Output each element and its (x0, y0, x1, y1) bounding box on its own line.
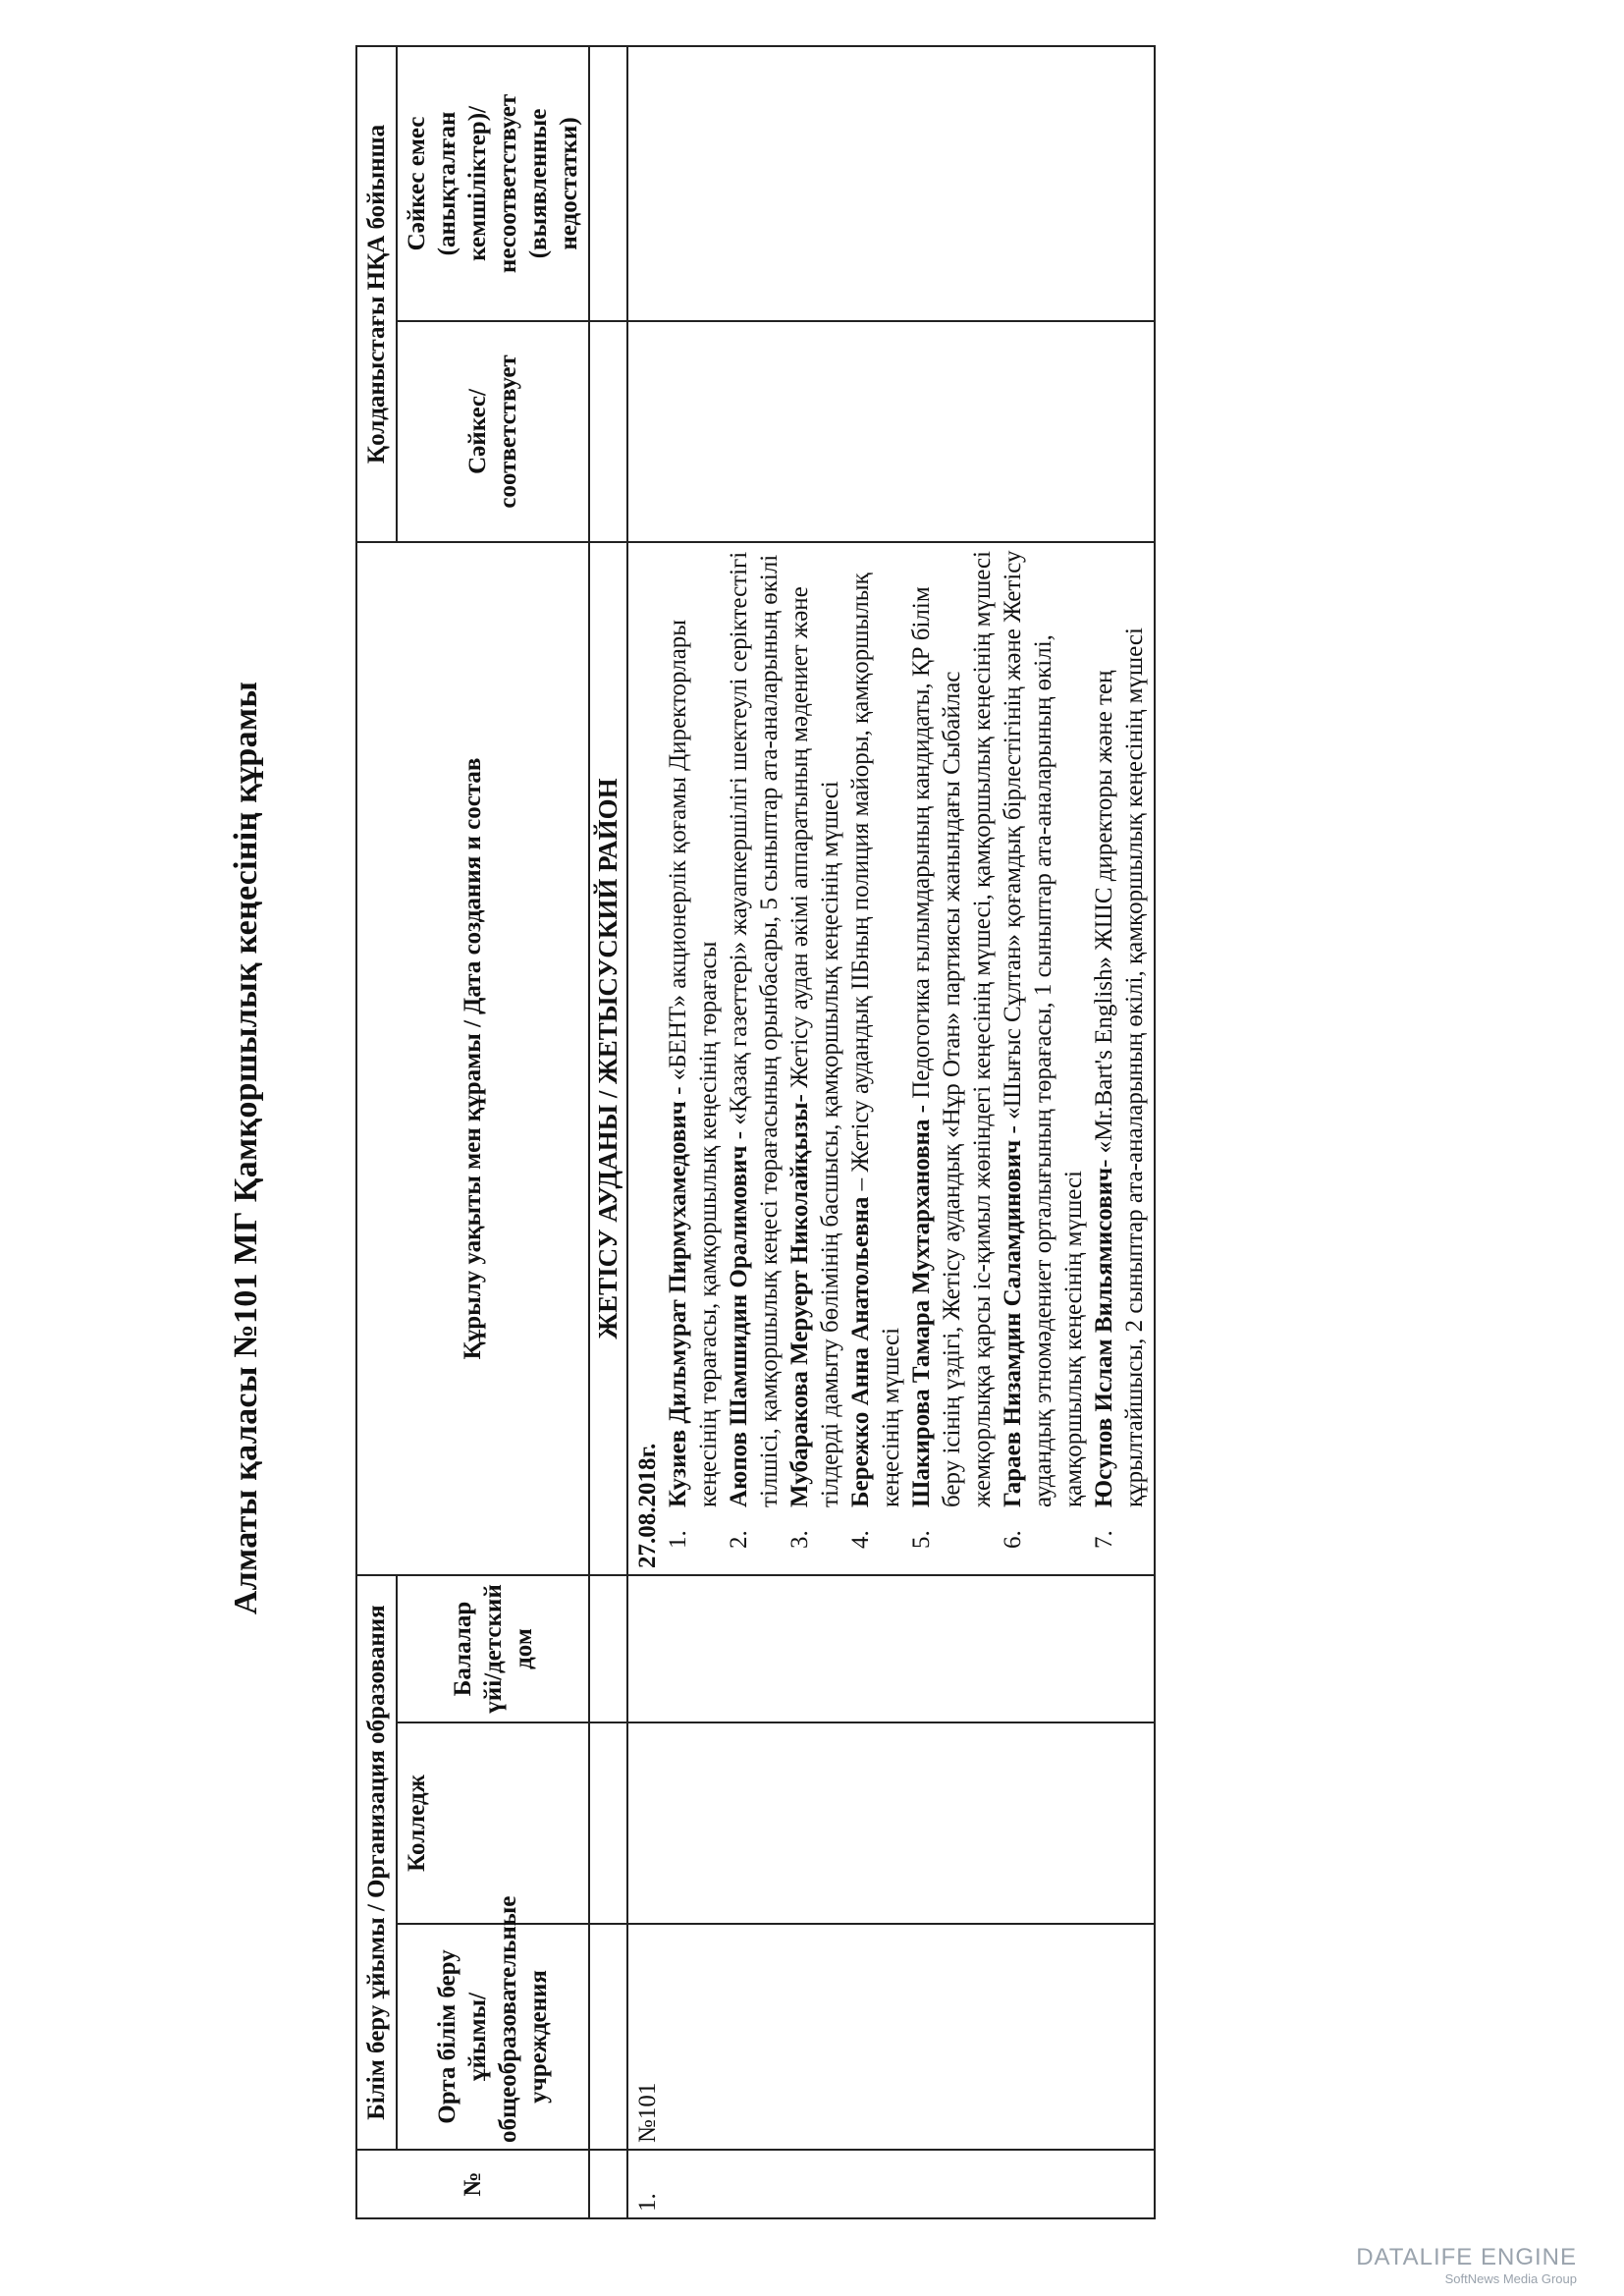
row-number: 1. (627, 2150, 1155, 2218)
member-index: 4. (847, 1530, 874, 1549)
member-index: 6. (1000, 1530, 1026, 1549)
header-composition: Құрылу уақыты мен құрамы / Дата создания и состав (356, 542, 589, 1575)
header-noncompliant: Сәйкес емес (анықталған кемшіліктер)/несоответствует (выявленные недостатки) (397, 46, 589, 321)
watermark (1356, 2244, 1577, 2286)
creation-date: 27.08.2018г. (634, 1443, 661, 1568)
member-role: - Жетісу аудан әкімі аппаратының мәдениет және тілдерді дамыту бөлімінің басшысы, қамқоршылық кеңесінің мүшесі (786, 586, 843, 1507)
member-index: 3. (786, 1530, 813, 1549)
district-name: ЖЕТІСУ АУДАНЫ / ЖЕТЫСУСКИЙ РАЙОН (589, 542, 627, 1575)
member-name: Мубаракова Меруерт Николайқызы (786, 1102, 813, 1507)
noncompliant-cell (627, 46, 1155, 321)
orphanage-cell (627, 1575, 1155, 1722)
member-name: Бережко Анна Анатольевна (847, 1196, 874, 1507)
list-item (785, 549, 845, 1568)
list-item (906, 549, 998, 1568)
header-row-1 (356, 46, 397, 2218)
member-role: – Жетісу аудандық ІІБның полиция майоры, қамқоршылық кеңесінің мүшесі (847, 573, 904, 1507)
header-org-group: Білім беру ұйымы / Организация образования (356, 1575, 397, 2150)
header-npa-group: Қолданыстағы НҚА бойынша (356, 46, 397, 542)
member-name: Юсупов Ислам Вильямисович (1091, 1167, 1117, 1507)
list-item (663, 549, 724, 1568)
list-item (998, 549, 1089, 1568)
list-item (845, 549, 906, 1568)
list-item (724, 549, 785, 1568)
list-item (1089, 549, 1150, 1568)
header-num: № (356, 2150, 589, 2218)
header-school: Орта білім беру ұйымы/общеобразовательные учреждения (397, 1924, 589, 2150)
member-role: - «Қазақ газеттері» жауапкершілігі шектеулі серіктестігі тілшісі, қамқоршылық кеңесі төрағасының орынбасары, 5 сыныптар ата-аналарының өкілі (726, 551, 783, 1507)
member-role: - «Mr.Bart's English» ЖШС директоры және тең құрылтайшысы, 2 сыныптар ата-аналарының өкілі, қамқоршылық кеңесінің мүшесі (1091, 628, 1148, 1507)
member-name: Аюпов Шамшидин Оралимович (726, 1145, 752, 1507)
member-role: - Педогогика ғылымдарының кандидаты, ҚР білім беру ісінің үздігі, Жетісу аудандық «Нұр Отан» партиясы жанындағы Сыбайлас жемқорлыққа қарсы іс-қимыл жөніндегі кеңесінің мүшесі, қамқоршылық кеңесінің мүшесі (908, 551, 996, 1507)
member-name: Кузиев Дильмурат Пирмухамедович (665, 1101, 691, 1507)
member-name: Шакирова Тамара Мухтархановна (908, 1119, 935, 1507)
member-role: - «БЕНТ» акционерлік қоғамы Директорлары кеңесінің төрағасы, қамқоршылық кеңесінің төрағасы (665, 619, 722, 1507)
member-index: 2. (726, 1530, 752, 1549)
district-row (589, 46, 627, 2218)
council-table (355, 45, 1156, 2219)
member-index: 7. (1091, 1530, 1117, 1549)
member-index: 1. (665, 1530, 691, 1549)
table-row (627, 46, 1155, 2218)
school-name: №101 (627, 1924, 1155, 2150)
header-compliant: Сәйкес/ соответствует (397, 321, 589, 542)
header-college: Колледж (397, 1722, 589, 1924)
document-title: Алматы қаласы №101 МГ Қамқоршылық кеңесінің құрамы (228, 681, 264, 1615)
member-index: 5. (908, 1530, 935, 1549)
header-orphanage: Балалар үйі/детский дом (397, 1575, 589, 1722)
watermark-logo-text: DATALIFE ENGINE (1356, 2244, 1577, 2270)
watermark-subtext: SoftNews Media Group (1444, 2271, 1577, 2286)
compliant-cell (627, 321, 1155, 542)
college-cell (627, 1722, 1155, 1924)
members-list (663, 549, 1150, 1568)
composition-cell (627, 542, 1155, 1575)
member-name: Гараев Низамдин Саламдинович (1000, 1139, 1026, 1507)
member-role: - «Шығыс Сұлтан» қоғамдық бірлестігінің және Жетісу аудандық этномәдениет орталығының төрағасы, 1 сыныптар ата-аналарының өкілі, қамқоршылық кеңесінің мүшесі (1000, 550, 1087, 1507)
